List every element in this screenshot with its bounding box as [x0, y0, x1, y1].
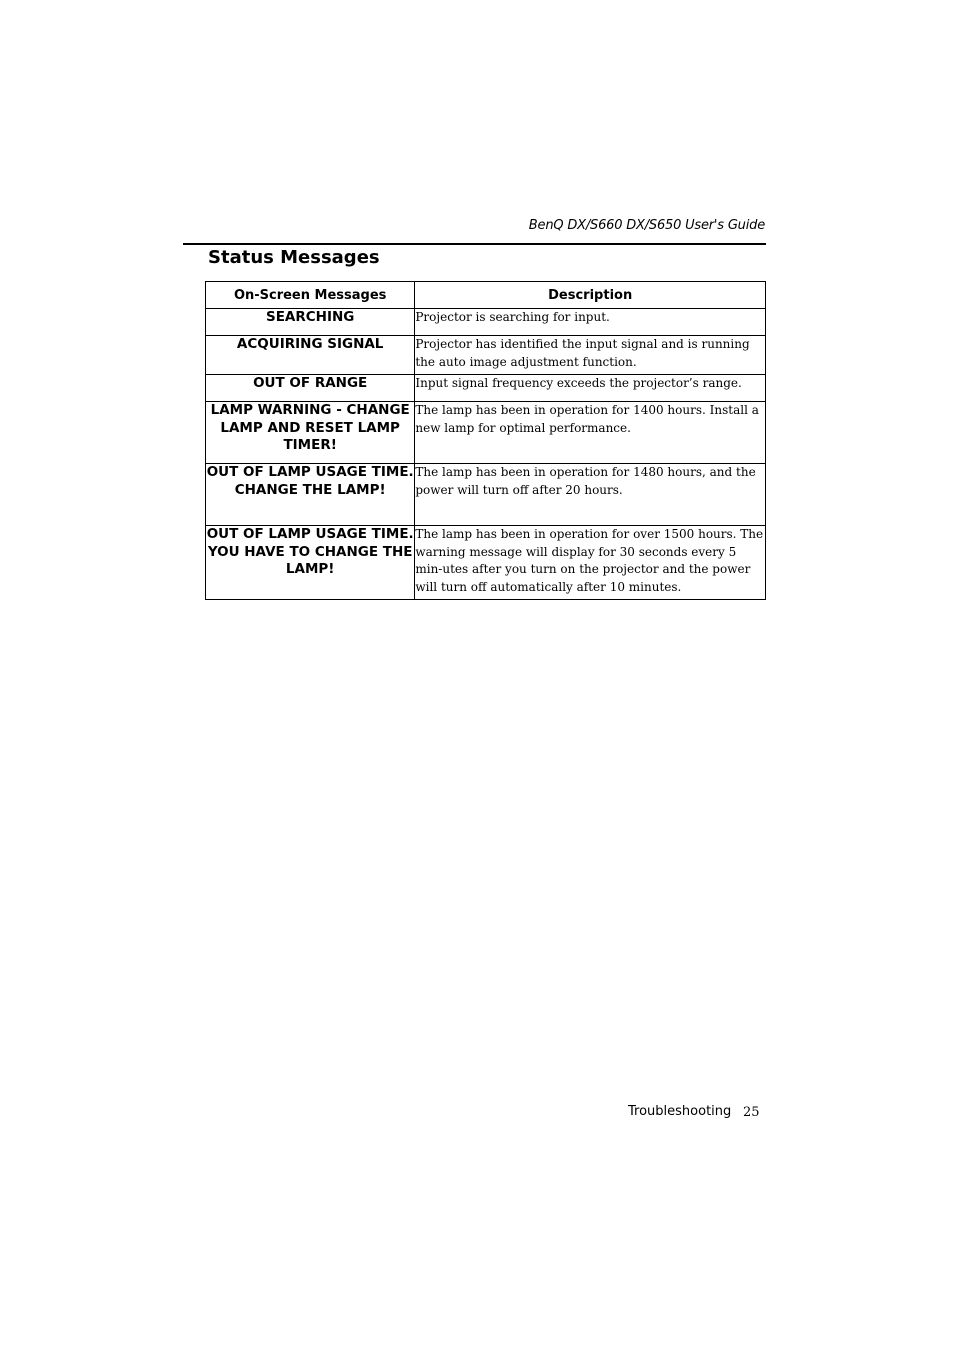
description-cell: The lamp has been in operation for 1480 hours, and the power will turn off after 20 hours. [415, 464, 766, 526]
message-cell: SEARCHING [206, 309, 415, 336]
description-cell: Projector is searching for input. [415, 309, 766, 336]
table-row [206, 464, 766, 526]
status-messages-table [205, 281, 766, 600]
message-cell: LAMP WARNING - CHANGE LAMP AND RESET LAMP TIMER! [206, 402, 415, 464]
table-row [206, 375, 766, 402]
column-header-description: Description [415, 282, 766, 309]
section-title: Status Messages [208, 247, 380, 268]
table-row [206, 526, 766, 600]
table-row [206, 402, 766, 464]
table-row [206, 309, 766, 336]
description-cell: The lamp has been in operation for over 1500 hours. The warning message will display for 30 seconds every 5 min-utes after you turn on the projector and the power will turn off automatically after 10 minutes. [415, 526, 766, 600]
description-cell: Projector has identified the input signal and is running the auto image adjustment function. [415, 336, 766, 375]
footer-section-name: Troubleshooting [628, 1104, 732, 1119]
header-rule [183, 243, 766, 245]
message-cell: OUT OF RANGE [206, 375, 415, 402]
table-row [206, 336, 766, 375]
message-cell: OUT OF LAMP USAGE TIME. YOU HAVE TO CHANGE THE LAMP! [206, 526, 415, 600]
table-header-row [206, 282, 766, 309]
message-cell: ACQUIRING SIGNAL [206, 336, 415, 375]
description-cell: Input signal frequency exceeds the projector’s range. [415, 375, 766, 402]
column-header-messages: On-Screen Messages [206, 282, 415, 309]
guide-title: BenQ DX/S660 DX/S650 User's Guide [528, 218, 765, 233]
message-cell: OUT OF LAMP USAGE TIME. CHANGE THE LAMP! [206, 464, 415, 526]
page-number: 25 [743, 1105, 760, 1120]
description-cell: The lamp has been in operation for 1400 hours. Install a new lamp for optimal performance. [415, 402, 766, 464]
